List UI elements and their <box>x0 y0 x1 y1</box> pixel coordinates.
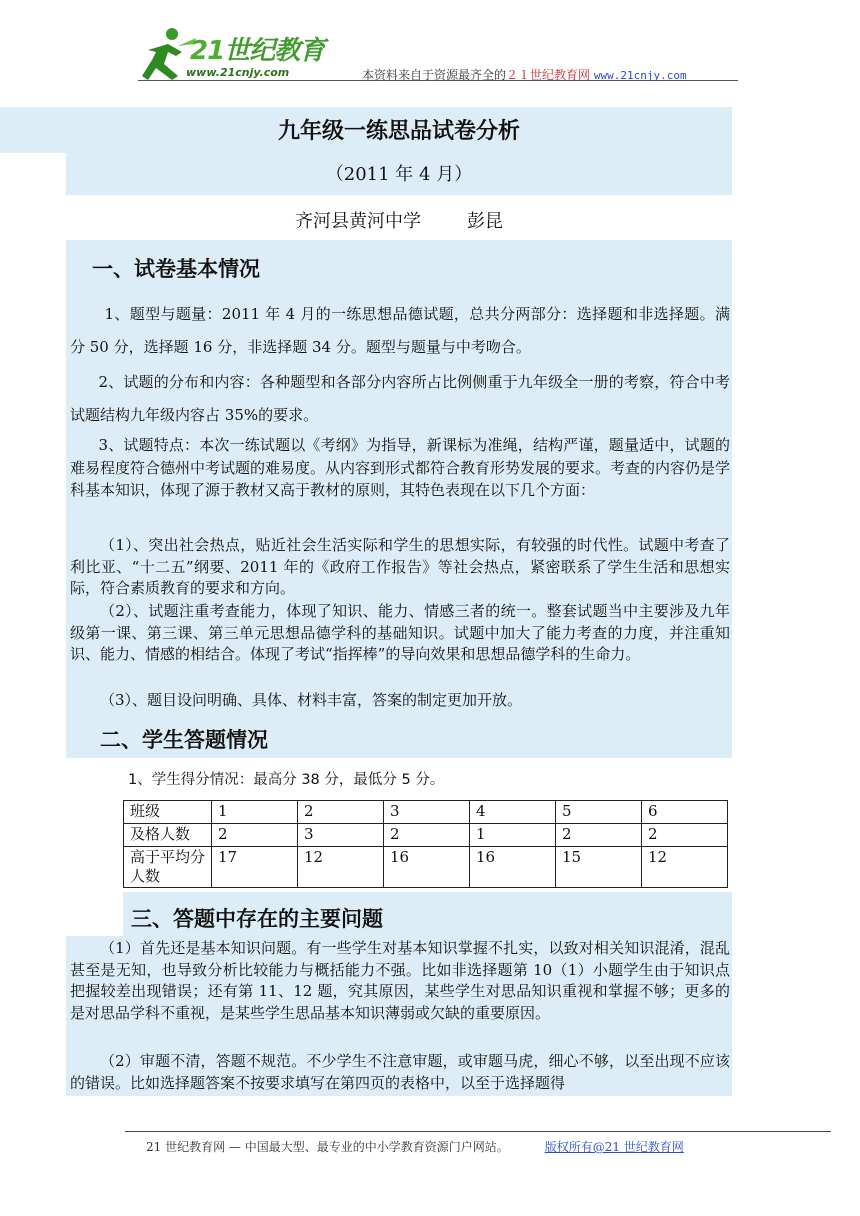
author-name: 彭昆 <box>467 211 503 232</box>
footer-divider <box>125 1131 831 1132</box>
source-note: 本资料来自于资源最齐全的２１世纪教育网 www.21cnjy.com <box>362 68 687 82</box>
table-cell: 17 <box>212 847 298 888</box>
source-url-link[interactable]: www.21cnjy.com <box>593 69 687 82</box>
table-cell: 2 <box>556 824 642 847</box>
copyright-link[interactable]: 版权所有@21 世纪教育网 <box>544 1140 684 1154</box>
table-cell: 16 <box>384 847 470 888</box>
footer-text: 21 世纪教育网 — 中国最大型、最专业的中小学教育资源门户网站。 <box>146 1140 509 1154</box>
section1-point-2: （2）、试题注重考查能力，体现了知识、能力、情感三者的统一。整套试题当中主要涉及九年级第一课、第三课、第三单元思想品德学科的基础知识。试题中加大了能力考查的力度，并注重知识、能力、情感的相结合。体现了考试“指挥棒”的导向效果和思想品德学科的生命力。 <box>70 602 730 663</box>
section3-heading: 三、答题中存在的主要问题 <box>131 907 383 931</box>
table-cell: 6 <box>642 801 728 824</box>
row-label: 高于平均分人数 <box>124 847 212 888</box>
table-cell: 15 <box>556 847 642 888</box>
section1-heading: 一、试卷基本情况 <box>92 257 260 281</box>
table-cell: 3 <box>298 824 384 847</box>
table-cell: 16 <box>470 847 556 888</box>
table-cell: 2 <box>384 824 470 847</box>
table-cell: 2 <box>212 824 298 847</box>
page-date: （2011 年 4 月） <box>325 164 473 185</box>
source-site-link[interactable]: ２１世纪教育网 <box>506 68 591 82</box>
section2-heading: 二、学生答题情况 <box>100 728 268 752</box>
table-row <box>124 801 728 824</box>
section1-paragraph-1: 1、题型与题量：2011 年 4 月的一练思想品德试题，总共分两部分：选择题和非选择题。满分 50 分，选择题 16 分，非选择题 34 分。题型与题量与中考吻合。 <box>70 305 730 356</box>
row-label: 及格人数 <box>124 824 212 847</box>
row-label: 班级 <box>124 801 212 824</box>
page-footer <box>146 1138 684 1155</box>
logo-url: www.21cnjy.com <box>186 66 290 79</box>
school-name: 齐河县黄河中学 <box>295 211 421 232</box>
section3-paragraph-1: （1）首先还是基本知识问题。有一些学生对基本知识掌握不扎实，以致对相关知识混淆，混乱甚至是无知，也导致分析比较能力与概括能力不强。比如非选择题第 10（1）小题学生由于知识点把握较差出现错误；还有第 11、12 题，究其原因，某些学生对思品知识重视和掌握不够；更多的是对思品学科不重视，是某些学生思品基本知识薄弱或欠缺的重要原因。 <box>70 939 730 1022</box>
page-title: 九年级一练思品试卷分析 <box>277 118 520 144</box>
table-cell: 3 <box>384 801 470 824</box>
table-cell: 2 <box>642 824 728 847</box>
logo-brand: 21世纪教育 <box>190 36 325 66</box>
page-header <box>0 0 860 96</box>
section1-point-1: （1）、突出社会热点，贴近社会生活实际和学生的思想实际，有较强的时代性。试题中考查了利比亚、“十二五”纲要、2011 年的《政府工作报告》等社会热点，紧密联系了学生生活和思想实际，符合素质教育的要求和方向。 <box>70 536 730 597</box>
section1-paragraph-3: 3、试题特点：本次一练试题以《考纲》为指导，新课标为准绳，结构严谨，题量适中，试题的难易程度符合德州中考试题的难易度。从内容到形式都符合教育形势发展的要求。考查的内容仍是学科基本知识，体现了源于教材又高于教材的原则，其特色表现在以下几个方面： <box>70 436 731 499</box>
table-cell: 4 <box>470 801 556 824</box>
section1-point-3: （3）、题目设问明确、具体、材料丰富，答案的制定更加开放。 <box>100 691 523 709</box>
table-cell: 1 <box>212 801 298 824</box>
section3-paragraph-2: （2）审题不清，答题不规范。不少学生不注意审题，或审题马虎，细心不够，以至出现不应该的错误。比如选择题答案不按要求填写在第四页的表格中，以至于选择题得 <box>70 1052 730 1092</box>
author-line <box>66 207 732 233</box>
table-row <box>124 824 728 847</box>
table-cell: 2 <box>298 801 384 824</box>
table-cell: 1 <box>470 824 556 847</box>
table-cell: 5 <box>556 801 642 824</box>
score-table <box>123 800 728 888</box>
table-row <box>124 847 728 888</box>
section1-paragraph-2: 2、试题的分布和内容：各种题型和各部分内容所占比例侧重于九年级全一册的考察，符合中考试题结构九年级内容占 35%的要求。 <box>70 373 730 424</box>
table-cell: 12 <box>642 847 728 888</box>
table-cell: 12 <box>298 847 384 888</box>
site-logo[interactable] <box>138 24 338 84</box>
section2-paragraph-1: 1、学生得分情况：最高分 38 分，最低分 5 分。 <box>128 772 445 788</box>
